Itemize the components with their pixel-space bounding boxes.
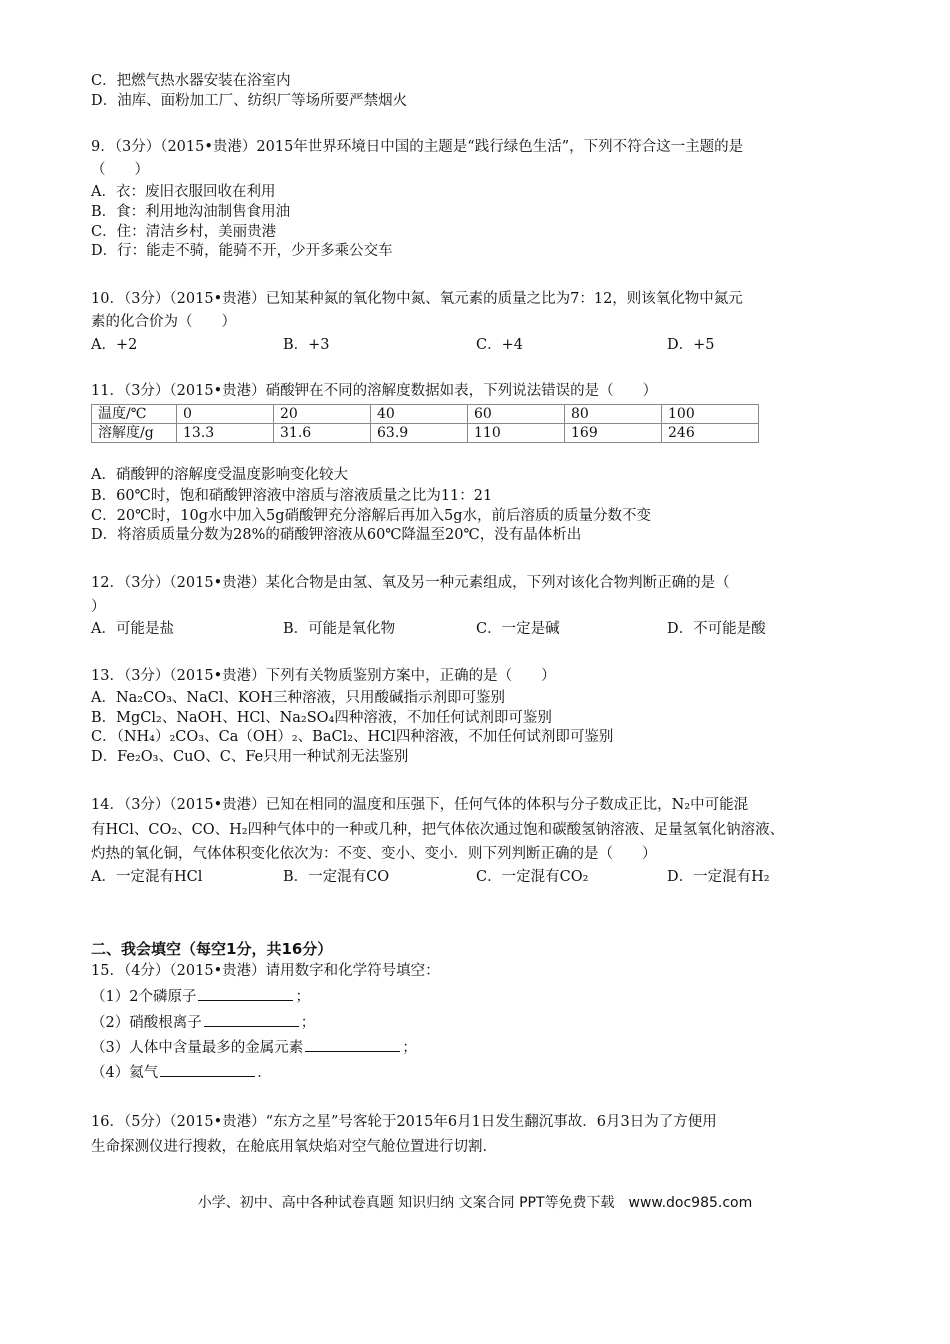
question-14-stem-cont: 有HCl、CO₂、CO、H₂四种气体中的一种或几种，把气体依次通过饱和碳酸氢钠溶液、足量氢氧化钠溶液、 <box>91 822 785 838</box>
table-cell: 63.9 <box>371 424 468 443</box>
table-cell: 20 <box>274 405 371 424</box>
question-10-stem-cont: 素的化合价为（ ） <box>91 314 236 330</box>
section-2-title: 二、我会填空（每空1分，共16分） <box>91 940 333 958</box>
table-cell: 0 <box>177 405 274 424</box>
table-cell: 60 <box>468 405 565 424</box>
question-14-stem: 14．（3分）（2015•贵港）已知在相同的温度和压强下，任何气体的体积与分子数成正比，N₂中可能混 <box>91 797 749 813</box>
question-14-option-a: A．一定混有HCl <box>91 869 203 885</box>
question-9-option-a: A．衣：废旧衣服回收在利用 <box>91 184 276 200</box>
question-9-option-c: C．住：清洁乡村，美丽贵港 <box>91 224 277 240</box>
answer-blank[interactable] <box>204 1012 299 1027</box>
table-row <box>92 405 759 424</box>
table-cell: 169 <box>565 424 662 443</box>
question-15-sub-1 <box>91 986 310 1007</box>
table-cell: 13.3 <box>177 424 274 443</box>
question-10-option-b: B．+3 <box>283 337 330 353</box>
question-9-option-d: D．行：能走不骑，能骑不开，少开多乘公交车 <box>91 243 393 259</box>
question-13-option-d: D．Fe₂O₃、CuO、C、Fe只用一种试剂无法鉴别 <box>91 749 409 765</box>
question-14-stem-cont2: 灼热的氧化铜，气体体积变化依次为：不变、变小、变小．则下列判断正确的是（ ） <box>91 846 657 862</box>
question-12-option-c: C．一定是碱 <box>476 621 560 637</box>
sub-label: （4）氦气 <box>91 1065 159 1081</box>
prev-question-option-d: D．油库、面粉加工厂、纺织厂等场所要严禁烟火 <box>91 93 408 109</box>
question-11-option-a: A．硝酸钾的溶解度受温度影响变化较大 <box>91 467 348 483</box>
question-9-stem: 9．（3分）（2015•贵港）2015年世界环境日中国的主题是“践行绿色生活”，下列不符合这一主题的是 <box>91 139 744 155</box>
answer-blank[interactable] <box>198 986 293 1001</box>
question-11-stem: 11．（3分）（2015•贵港）硝酸钾在不同的溶解度数据如表，下列说法错误的是（ ） <box>91 383 658 399</box>
table-cell: 246 <box>662 424 759 443</box>
table-cell: 溶解度/g <box>92 424 177 443</box>
question-14-option-c: C．一定混有CO₂ <box>476 869 589 885</box>
table-cell: 40 <box>371 405 468 424</box>
answer-blank[interactable] <box>160 1062 255 1077</box>
question-9-stem-cont: （ ） <box>91 162 149 178</box>
question-11-option-d: D．将溶质质量分数为28%的硝酸钾溶液从60℃降温至20℃，没有晶体析出 <box>91 527 582 543</box>
question-12-option-a: A．可能是盐 <box>91 621 174 637</box>
question-13-option-c: C．（NH₄）₂CO₃、Ca（OH）₂、BaCl₂、HCl四种溶液，不加任何试剂即可鉴别 <box>91 729 614 745</box>
question-10-option-d: D．+5 <box>667 337 715 353</box>
question-10-stem: 10．（3分）（2015•贵港）已知某种氮的氧化物中氮、氧元素的质量之比为7：12，则该氧化物中氮元 <box>91 291 743 307</box>
sub-end: ； <box>402 1040 417 1056</box>
question-12-stem: 12．（3分）（2015•贵港）某化合物是由氢、氧及另一种元素组成，下列对该化合物判断正确的是（ <box>91 575 730 591</box>
question-15-sub-4 <box>91 1062 272 1083</box>
solubility-table <box>91 404 759 443</box>
question-13-option-a: A．Na₂CO₃、NaCl、KOH三种溶液，只用酸碱指示剂即可鉴别 <box>91 690 505 706</box>
question-16-stem: 16．（5分）（2015•贵港）“东方之星”号客轮于2015年6月1日发生翻沉事故．6月3日为了方便用 <box>91 1114 717 1130</box>
question-9-option-b: B．食：利用地沟油制售食用油 <box>91 204 291 220</box>
sub-end: ； <box>300 1015 316 1031</box>
question-14-option-b: B．一定混有CO <box>283 869 390 885</box>
question-13-stem: 13．（3分）（2015•贵港）下列有关物质鉴别方案中，正确的是（ ） <box>91 668 556 684</box>
answer-blank[interactable] <box>305 1037 400 1052</box>
question-11-option-c: C．20℃时，10g水中加入5g硝酸钾充分溶解后再加入5g水，前后溶质的质量分数不变 <box>91 508 652 524</box>
question-12-option-b: B．可能是氧化物 <box>283 621 396 637</box>
question-15-sub-2 <box>91 1012 315 1033</box>
question-13-option-b: B．MgCl₂、NaOH、HCl、Na₂SO₄四种溶液，不加任何试剂即可鉴别 <box>91 710 552 726</box>
question-10-option-a: A．+2 <box>91 337 138 353</box>
question-11-option-b: B．60℃时，饱和硝酸钾溶液中溶质与溶液质量之比为11：21 <box>91 488 493 504</box>
sub-label: （3）人体中含量最多的金属元素 <box>91 1040 304 1056</box>
question-15-stem: 15．（4分）（2015•贵港）请用数字和化学符号填空： <box>91 963 440 979</box>
question-12-stem-cont: ） <box>91 599 106 615</box>
table-cell: 31.6 <box>274 424 371 443</box>
question-15-sub-3 <box>91 1037 417 1058</box>
sub-label: （1）2个磷原子 <box>91 989 197 1005</box>
table-cell: 100 <box>662 405 759 424</box>
prev-question-option-c: C．把燃气热水器安装在浴室内 <box>91 73 291 89</box>
table-cell: 110 <box>468 424 565 443</box>
table-cell: 温度/℃ <box>92 405 177 424</box>
question-10-option-c: C．+4 <box>476 337 523 353</box>
page-footer: 小学、初中、高中各种试卷真题 知识归纳 文案合同 PPT等免费下载 www.doc985.com <box>197 1195 753 1211</box>
question-14-option-d: D．一定混有H₂ <box>667 869 770 885</box>
sub-label: （2）硝酸根离子 <box>91 1015 202 1031</box>
table-cell: 80 <box>565 405 662 424</box>
sub-end: ； <box>295 989 310 1005</box>
table-row <box>92 424 759 443</box>
question-12-option-d: D．不可能是酸 <box>667 621 766 637</box>
question-16-stem-cont: 生命探测仪进行搜救，在舱底用氧炔焰对空气舱位置进行切割． <box>91 1139 497 1155</box>
sub-end: ． <box>257 1065 272 1081</box>
